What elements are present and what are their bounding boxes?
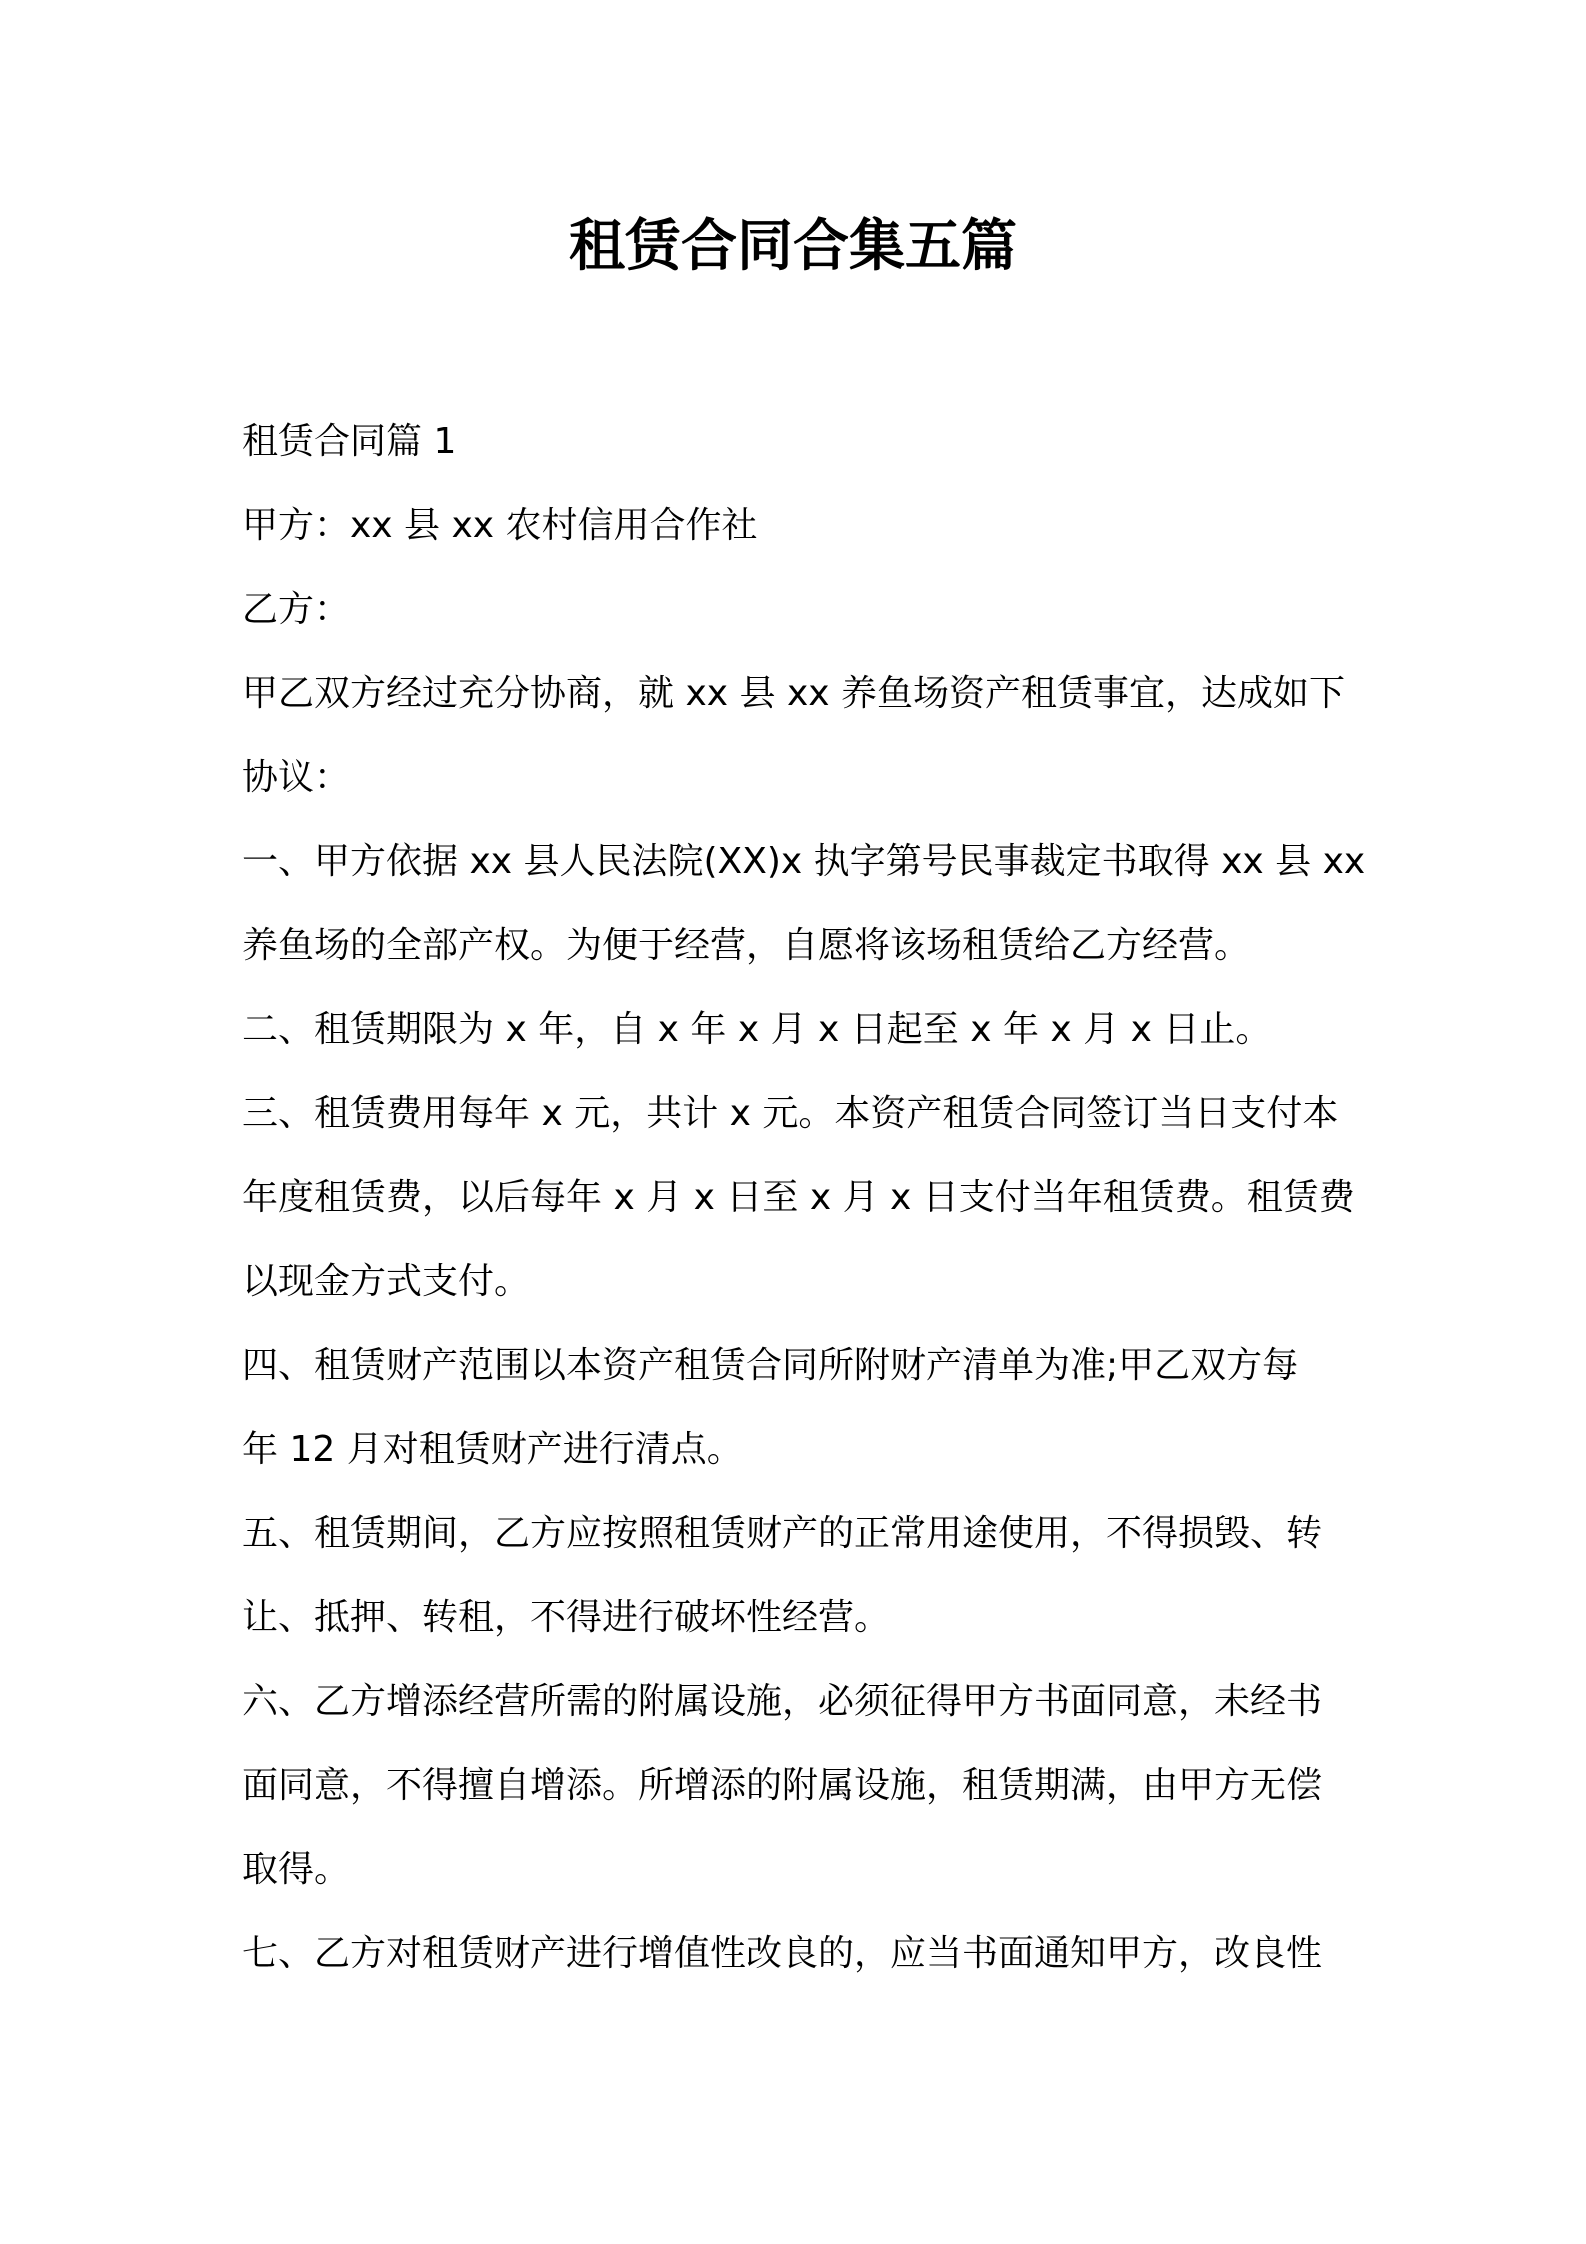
clause-1-line: 一、甲方依据 xx 县人民法院(XX)x 执字第号民事裁定书取得 xx 县 xx [242,841,1366,882]
section-heading: 租赁合同篇 1 [242,421,457,462]
clause-3-line: 以现金方式支付。 [242,1261,531,1302]
clause-6-line: 面同意，不得擅自增添。所增添的附属设施，租赁期满，由甲方无偿 [242,1765,1323,1806]
clause-7-line: 七、乙方对租赁财产进行增值性改良的，应当书面通知甲方，改良性 [242,1933,1323,1974]
clause-6-line: 取得。 [242,1849,351,1890]
clause-5-line: 让、抵押、转租，不得进行破坏性经营。 [242,1597,891,1638]
party-a-line: 甲方：xx 县 xx 农村信用合作社 [242,505,758,546]
body-line: 协议： [242,757,351,798]
clause-6-line: 六、乙方增添经营所需的附属设施，必须征得甲方书面同意，未经书 [242,1681,1323,1722]
body-line: 甲乙双方经过充分协商，就 xx 县 xx 养鱼场资产租赁事宜，达成如下 [242,673,1345,714]
document-body [242,400,1366,1996]
clause-3-line: 三、租赁费用每年 x 元，共计 x 元。本资产租赁合同签订当日支付本 [242,1093,1339,1134]
clause-1-line: 养鱼场的全部产权。为便于经营，自愿将该场租赁给乙方经营。 [242,925,1251,966]
party-b-line: 乙方： [242,589,351,630]
clause-4-line: 年 12 月对租赁财产进行清点。 [242,1429,743,1470]
clause-2-line: 二、租赁期限为 x 年，自 x 年 x 月 x 日起至 x 年 x 月 x 日止。 [242,1009,1272,1050]
clause-4-line: 四、租赁财产范围以本资产租赁合同所附财产清单为准;甲乙双方每 [242,1345,1299,1386]
clause-3-line: 年度租赁费，以后每年 x 月 x 日至 x 月 x 日支付当年租赁费。租赁费 [242,1177,1355,1218]
clause-5-line: 五、租赁期间，乙方应按照租赁财产的正常用途使用，不得损毁、转 [242,1513,1323,1554]
document-title: 租赁合同合集五篇 [569,214,1017,279]
